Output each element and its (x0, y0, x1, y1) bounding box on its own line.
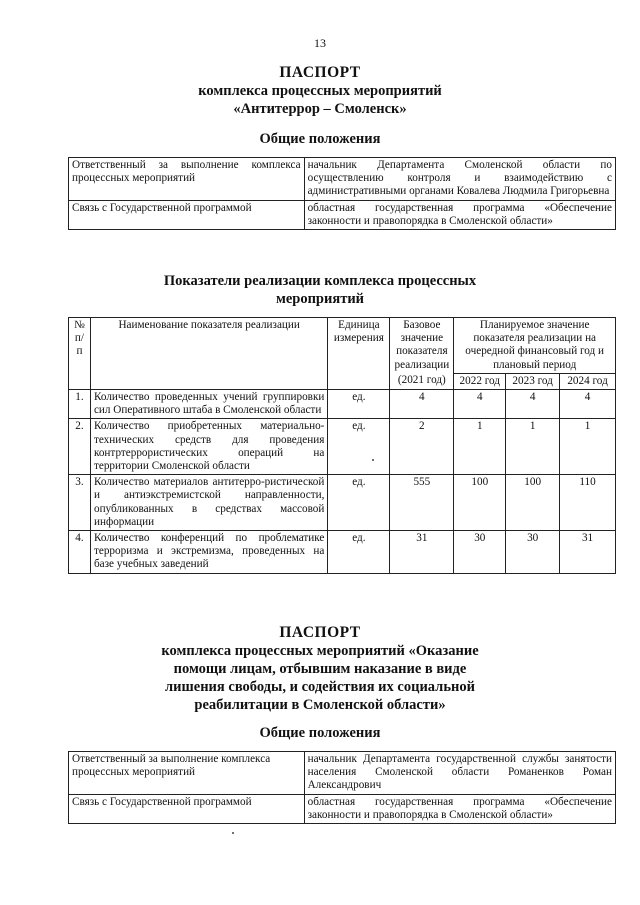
row-num: 2. (69, 419, 91, 475)
passport2-title-block (0, 624, 640, 714)
passport1-subtitle-line2: «Антитеррор – Смоленск» (233, 101, 407, 117)
row-2022: 100 (454, 475, 506, 531)
passport2-title: ПАСПОРТ (279, 624, 361, 641)
row-name: Количество приобретенных материально-технических средств для проведения контртеррористических операций на территории Смоленской области (90, 419, 327, 475)
row-2023: 1 (506, 419, 560, 475)
row-num: 1. (69, 390, 91, 419)
row-2024: 1 (560, 419, 616, 475)
row-base: 2 (390, 419, 454, 475)
col-header-base-year: (2021 год) (390, 373, 454, 389)
indicators-heading-line2: мероприятий (275, 291, 365, 307)
table-row (69, 390, 616, 419)
row-name: Количество материалов антитерро-ристической и антиэкстремистской направленности, опубликованных в средствах массовой информации (90, 475, 327, 531)
table-row (69, 752, 616, 795)
passport2-general-table (68, 751, 616, 824)
indicators-table (68, 317, 616, 574)
col-header-2023: 2023 год (506, 373, 560, 389)
table-header-row (69, 318, 616, 374)
row-unit: ед. (328, 475, 390, 531)
col-header-2022: 2022 год (454, 373, 506, 389)
row-unit: ед. (328, 390, 390, 419)
passport2-subtitle-line1: комплекса процессных мероприятий «Оказание (161, 643, 479, 659)
passport1-title-block (0, 64, 640, 118)
col-header-planned: Планируемое значение показателя реализации на очередной финансовый год и плановый период (454, 318, 616, 374)
row-base: 31 (390, 531, 454, 574)
general-value: начальник Департамента Смоленской области по осуществлению контроля и взаимодействию с административными органами Ковалева Людмила Григорьевна (304, 158, 615, 201)
row-base: 4 (390, 390, 454, 419)
row-2023: 100 (506, 475, 560, 531)
table-row (69, 200, 616, 229)
general-value: областная государственная программа «Обеспечение законности и правопорядка в Смоленской области» (304, 200, 615, 229)
general-label: Ответственный за выполнение комплекса процессных мероприятий (69, 158, 305, 201)
row-name: Количество проведенных учений группировки сил Оперативного штаба в Смоленской области (90, 390, 327, 419)
table-row (69, 419, 616, 475)
row-num: 3. (69, 475, 91, 531)
table-row (69, 531, 616, 574)
row-2024: 110 (560, 475, 616, 531)
row-2022: 4 (454, 390, 506, 419)
general-label: Связь с Государственной программой (69, 200, 305, 229)
col-header-2024: 2024 год (560, 373, 616, 389)
row-name: Количество конференций по проблематике терроризма и экстремизма, проведенных на базе учебных заведений (90, 531, 327, 574)
general-label: Связь с Государственной программой (69, 794, 305, 823)
table-row (69, 158, 616, 201)
row-2022: 1 (454, 419, 506, 475)
page-number: 13 (314, 36, 326, 50)
general-value: областная государственная программа «Обеспечение законности и правопорядка в Смоленской области» (304, 794, 615, 823)
general-value: начальник Департамента государственной службы занятости населения Смоленской области Романенков Роман Александрович (304, 752, 615, 795)
passport1-title: ПАСПОРТ (279, 64, 361, 81)
row-num: 4. (69, 531, 91, 574)
passport2-subtitle-line4: реабилитации в Смоленской области» (194, 697, 446, 713)
col-header-unit: Единица измерения (328, 318, 390, 390)
row-unit: ед. (328, 531, 390, 574)
row-2024: 31 (560, 531, 616, 574)
passport1-general-table (68, 157, 616, 230)
indicators-heading-line1: Показатели реализации комплекса процессных (163, 273, 477, 289)
passport1-general-heading: Общие положения (259, 131, 381, 147)
table-row (69, 475, 616, 531)
passport1-indicators-heading (0, 272, 640, 308)
passport2-general-heading: Общие положения (259, 725, 381, 741)
scan-speck (372, 459, 374, 461)
passport1-subtitle-line1: комплекса процессных мероприятий (198, 83, 442, 99)
row-base: 555 (390, 475, 454, 531)
row-2024: 4 (560, 390, 616, 419)
passport2-subtitle-line2: помощи лицам, отбывшим наказание в виде (173, 661, 467, 677)
scan-speck (232, 832, 234, 834)
general-label: Ответственный за выполнение комплекса процессных мероприятий (69, 752, 305, 795)
col-header-name: Наименование показателя реализации (90, 318, 327, 390)
row-2023: 4 (506, 390, 560, 419)
row-2022: 30 (454, 531, 506, 574)
col-header-num: № п/п (69, 318, 91, 390)
passport2-subtitle-line3: лишения свободы, и содействия их социальной (165, 679, 475, 695)
row-2023: 30 (506, 531, 560, 574)
row-unit: ед. (328, 419, 390, 475)
table-row (69, 794, 616, 823)
col-header-base: Базовое значение показателя реализации (390, 318, 454, 374)
